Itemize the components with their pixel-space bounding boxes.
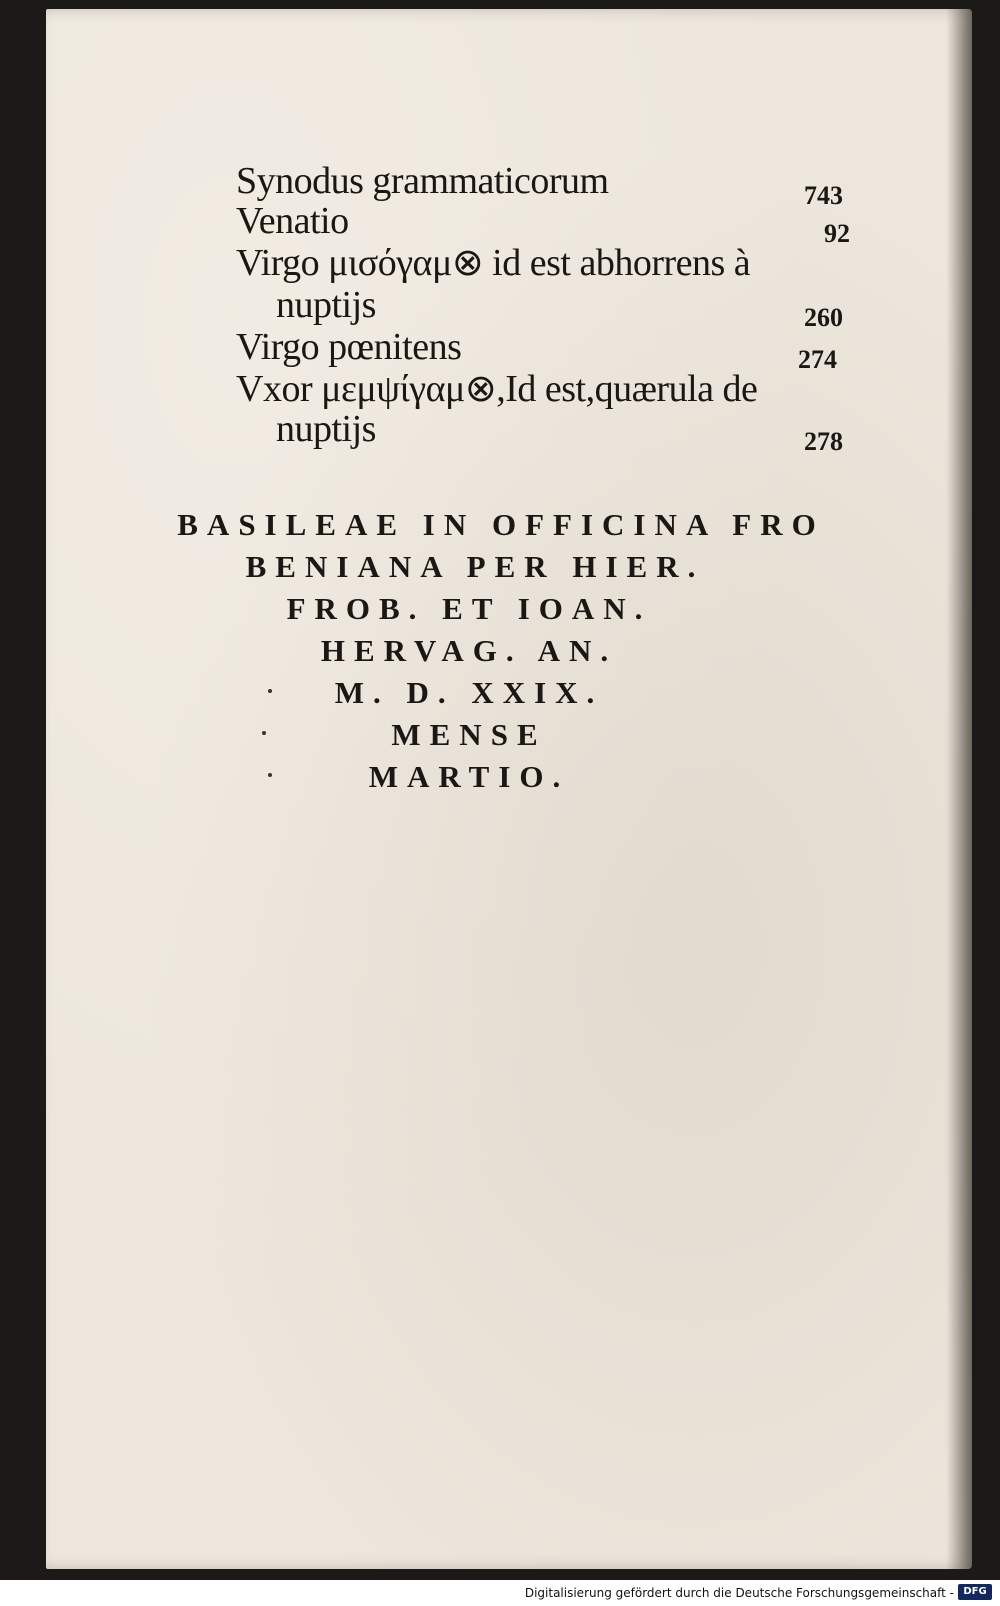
index-entry-text: Vxor μεμψίγαμ⊗,Id est,quærula de — [236, 368, 758, 410]
speck-mark — [268, 689, 272, 693]
digitization-footer — [0, 1580, 1000, 1606]
index-entry-page: 260 — [804, 303, 843, 332]
imprint-line: BENIANA PER HIER. — [245, 549, 705, 584]
page-edge-shadow — [946, 9, 972, 1569]
index-entry-page: 92 — [824, 219, 850, 248]
footer-credit: Digitalisierung gefördert durch die Deutsche Forschungsgemeinschaft - — [524, 1586, 954, 1600]
imprint-line: HERVAG. AN. — [320, 633, 618, 668]
speck-mark — [262, 731, 266, 735]
imprint-line: FROB. ET IOAN. — [286, 591, 652, 626]
book-page — [46, 9, 972, 1569]
dfg-logo: DFG — [958, 1584, 992, 1600]
index-entry-text: Venatio — [236, 200, 349, 242]
index-entry-text: Synodus grammaticorum — [236, 160, 609, 202]
index-entry-text: Virgo μισόγαμ⊗ id est abhorrens à — [236, 242, 751, 284]
imprint-line: M. D. XXIX. — [334, 675, 604, 710]
index-entry-page: 743 — [804, 181, 843, 210]
imprint-line: BASILEAE IN OFFICINA FRO — [177, 507, 825, 542]
index-entry-text: nuptijs — [276, 408, 376, 450]
imprint-line: MENSE — [391, 717, 547, 752]
imprint-line: MARTIO. — [368, 759, 570, 794]
index-entry-page: 274 — [798, 345, 837, 374]
index-entry-text: Virgo pœnitens — [236, 326, 462, 368]
index-entry-text: nuptijs — [276, 284, 376, 326]
speck-mark — [268, 773, 272, 777]
index-entry-page: 278 — [804, 427, 843, 456]
